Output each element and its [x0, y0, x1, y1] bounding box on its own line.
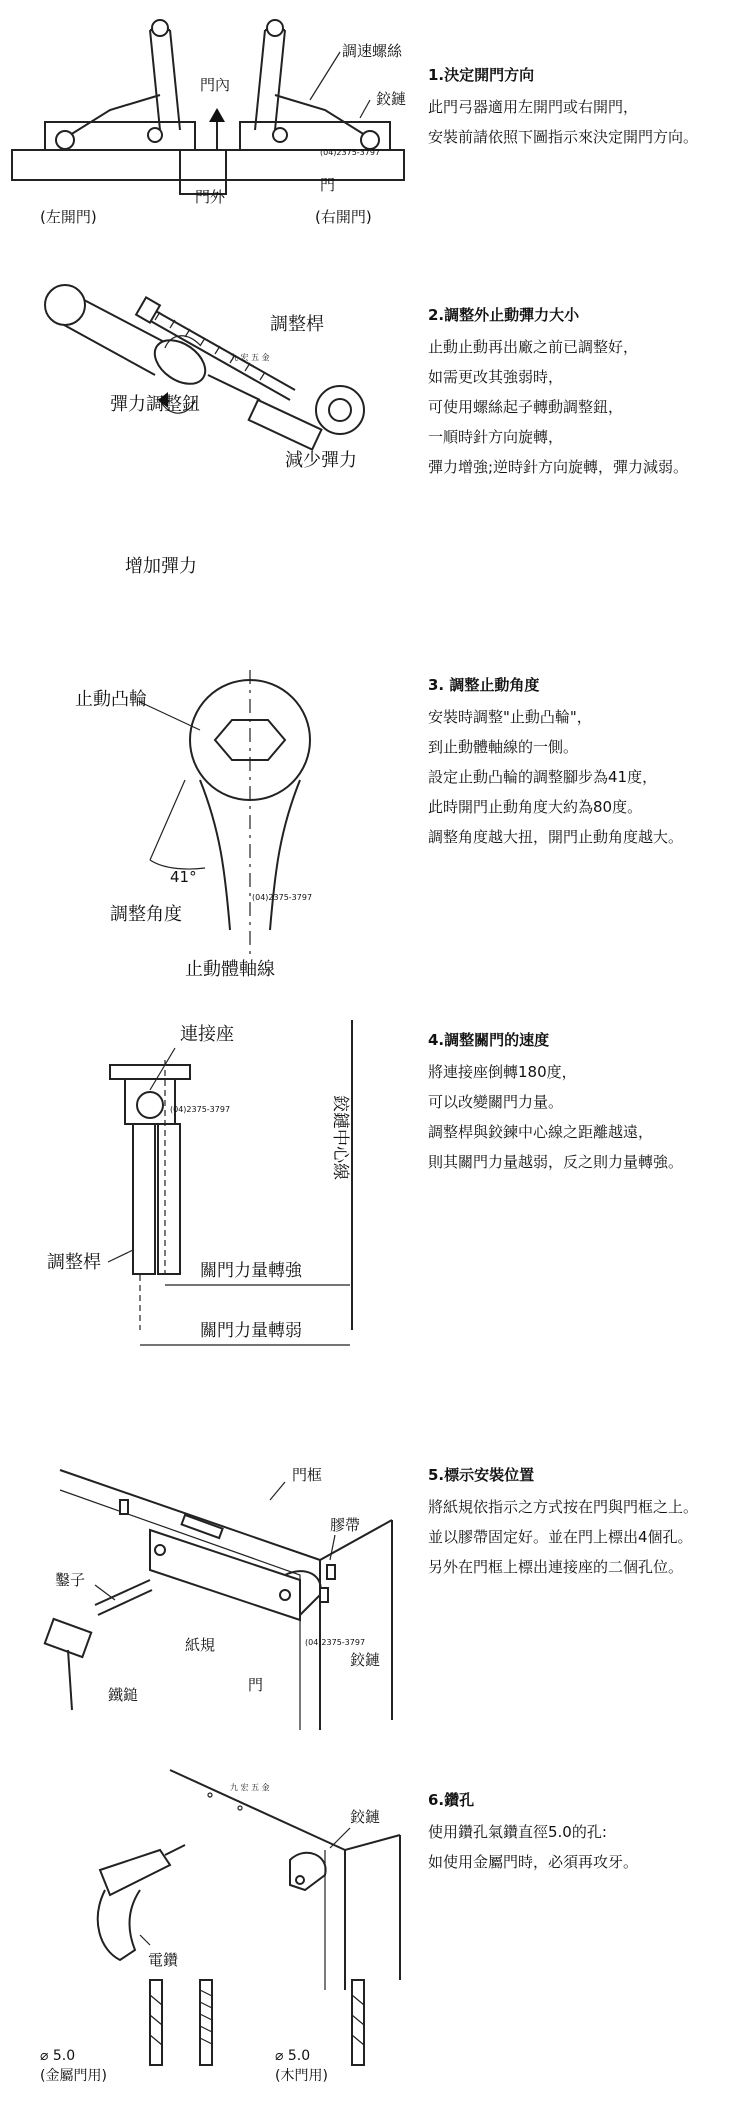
right-arm	[255, 30, 285, 130]
template-hole	[280, 1590, 290, 1600]
hinge-center-label: 鉸鏈中心線	[330, 1095, 350, 1180]
right-pin	[273, 128, 287, 142]
adjust-rod-label: 調整桿	[47, 1252, 101, 1273]
section-title: 5.標示安裝位置	[428, 1466, 535, 1484]
text-line: 並以膠帶固定好。並在門上標出4個孔。	[428, 1528, 693, 1546]
right-lever	[275, 95, 365, 135]
watermark-text: (04)2375-3797	[305, 1638, 366, 1647]
hinge-label: 鉸鏈	[376, 90, 407, 108]
left-pin	[148, 128, 162, 142]
hammer-label: 鐵鎚	[108, 1686, 139, 1704]
section-6	[0, 1740, 750, 2127]
text-line: 將連接座倒轉180度，	[428, 1063, 577, 1081]
section-1-text	[428, 60, 698, 152]
arm-end	[45, 285, 85, 325]
leader-connector	[150, 1048, 175, 1090]
tape	[327, 1565, 335, 1579]
bit-spiral	[352, 1995, 364, 2045]
text-line: 可以改變關門力量。	[428, 1093, 564, 1111]
door-out-label: 門外	[195, 188, 226, 206]
section-title: 6.鑽孔	[428, 1791, 475, 1809]
right-joint	[267, 20, 283, 36]
connector-pin	[137, 1092, 163, 1118]
bit-spiral	[150, 1995, 162, 2045]
right-pivot	[361, 131, 379, 149]
install-position-diagram	[0, 1400, 420, 1740]
section-4-text	[428, 1025, 683, 1177]
increase-label: 增加彈力	[125, 556, 197, 577]
spring-adjust-diagram	[0, 250, 420, 630]
section-1	[0, 0, 750, 250]
text-line: 安裝前請依照下圖指示來決定開門方向。	[428, 128, 699, 146]
leader-drill	[140, 1935, 150, 1945]
text-line: 使用鑽孔氣鑽直徑5.0的孔:	[428, 1823, 607, 1841]
leader-hinge	[330, 1828, 350, 1848]
dia-left-label: ⌀ 5.0	[40, 2048, 76, 2064]
tape	[320, 1588, 328, 1602]
text-line: 一順時針方向旋轉，	[428, 428, 564, 446]
text-line: 則其關門力量越弱，反之則力量轉強。	[428, 1153, 684, 1171]
metal-door-label: (金屬門用)	[40, 2068, 107, 2084]
watermark-text: (04)2375-3797	[252, 893, 313, 902]
adjust-rod-right	[158, 1124, 180, 1274]
drilling-diagram	[0, 1740, 420, 2127]
angle-line	[150, 780, 185, 860]
template-label: 紙規	[185, 1636, 216, 1654]
text-line: 彈力增強;逆時針方向旋轉，彈力減弱。	[428, 458, 689, 476]
weaker-label: 關門力量轉弱	[200, 1321, 302, 1341]
hinge-label: 鉸鏈	[350, 1651, 381, 1669]
text-line: 此門弓器適用左開門或右開門，	[428, 98, 639, 116]
screwdriver-handle	[249, 400, 322, 450]
text-line: 止動止動再出廠之前已調整好，	[428, 338, 639, 356]
section-2	[0, 250, 750, 630]
text-line: 可使用螺絲起子轉動調整鈕，	[428, 398, 624, 416]
section-title: 3. 調整止動角度	[428, 676, 540, 694]
text-line: 另外在門框上標出連接座的二個孔位。	[428, 1558, 684, 1576]
left-pivot	[56, 131, 74, 149]
spring-knob-label: 彈力調整鈕	[110, 394, 200, 415]
hammer-handle	[68, 1650, 72, 1710]
paper-template	[150, 1530, 300, 1620]
stop-angle-diagram	[0, 630, 420, 1000]
section-5-text	[428, 1460, 698, 1582]
punch-label: 鑿子	[55, 1571, 86, 1589]
adjust-angle-label: 調整角度	[110, 904, 182, 925]
watermark-text: (04)2375-3797	[320, 148, 381, 157]
watermark-text: (04)2375-3797	[170, 1105, 231, 1114]
drill-handle	[98, 1890, 140, 1960]
watermark-text: 九 宏 五 金	[230, 353, 270, 362]
hinge-label: 鉸鏈	[350, 1808, 381, 1826]
section-4	[0, 1000, 750, 1400]
leader-hinge	[360, 100, 370, 118]
connector-label: 連接座	[180, 1024, 234, 1045]
text-line: 如需更改其強弱時，	[428, 368, 564, 386]
tape-label: 膠帶	[330, 1516, 361, 1534]
bit-thread	[200, 1990, 212, 2044]
section-3-text	[428, 670, 683, 852]
drill-bit-wood	[352, 1980, 364, 2065]
section-6-text	[428, 1785, 638, 1877]
stronger-label: 關門力量轉強	[200, 1261, 302, 1281]
tape	[120, 1500, 128, 1514]
watermark-text: 九 宏 五 金	[230, 1783, 270, 1792]
drill-mark	[238, 1806, 242, 1810]
rod-eye-hole	[329, 399, 351, 421]
template-hole	[155, 1545, 165, 1555]
closing-speed-diagram	[0, 1000, 420, 1400]
text-line: 此時開門止動角度大約為80度。	[428, 798, 643, 816]
drill-bit-metal	[150, 1980, 162, 2065]
adjust-rod-label: 調整桿	[270, 314, 324, 335]
hinge-hole	[296, 1876, 304, 1884]
drill-label: 電鑽	[148, 1951, 179, 1969]
door-in-label: 門內	[200, 76, 231, 94]
leader-rod	[108, 1250, 133, 1262]
wood-door-label: (木門用)	[275, 2068, 328, 2084]
stop-axis-label: 止動體軸線	[185, 959, 275, 980]
door-frame	[170, 1770, 400, 1990]
drill-body	[100, 1850, 170, 1895]
door-label: 門	[248, 1676, 264, 1694]
drill-mark	[208, 1793, 212, 1797]
left-joint	[152, 20, 168, 36]
text-line: 設定止動凸輪的調整腳步為41度，	[428, 768, 658, 786]
left-open-label: (左開門)	[40, 208, 97, 226]
door-direction-diagram	[0, 0, 420, 250]
section-title: 1.決定開門方向	[428, 66, 535, 84]
text-line: 將紙規依指示之方式按在門與門框之上。	[428, 1498, 699, 1516]
section-title: 4.調整關門的速度	[428, 1031, 550, 1049]
hinge-shape	[290, 1853, 326, 1890]
speed-screw-label: 調速螺絲	[342, 42, 403, 60]
decrease-label: 減少彈力	[285, 450, 357, 471]
section-title: 2.調整外止動彈力大小	[428, 306, 580, 324]
left-lever	[70, 95, 160, 135]
connector-plate	[110, 1065, 190, 1079]
leader-tape	[330, 1535, 335, 1560]
door-label: 門	[320, 176, 336, 194]
angle-value: 41°	[170, 868, 197, 886]
right-open-label: (右開門)	[315, 208, 372, 226]
dia-right-label: ⌀ 5.0	[275, 2048, 311, 2064]
section-3	[0, 630, 750, 1000]
text-line: 如使用金屬門時，必須再攻牙。	[428, 1853, 639, 1871]
punch-tool	[95, 1580, 152, 1615]
text-line: 調整桿與鉸鍊中心線之距離越遠，	[428, 1123, 654, 1141]
leader-cam	[140, 702, 200, 730]
drill-chuck	[165, 1845, 185, 1855]
text-line: 到止動體軸線的一側。	[428, 738, 579, 756]
leader-punch	[95, 1585, 115, 1600]
door-edge	[60, 1490, 300, 1730]
arrow-head-icon	[209, 108, 225, 122]
stop-cam-label: 止動凸輪	[75, 689, 147, 710]
section-2-text	[428, 300, 688, 482]
leader-screw	[310, 52, 340, 100]
adjust-rod-left	[133, 1124, 155, 1274]
text-line: 調整角度越大扭，開門止動角度越大。	[428, 828, 684, 846]
left-arm	[150, 30, 180, 130]
leader-frame	[270, 1482, 285, 1500]
frame-label: 門框	[292, 1466, 323, 1484]
section-5	[0, 1400, 750, 1740]
text-line: 安裝時調整"止動凸輪"，	[428, 708, 592, 726]
